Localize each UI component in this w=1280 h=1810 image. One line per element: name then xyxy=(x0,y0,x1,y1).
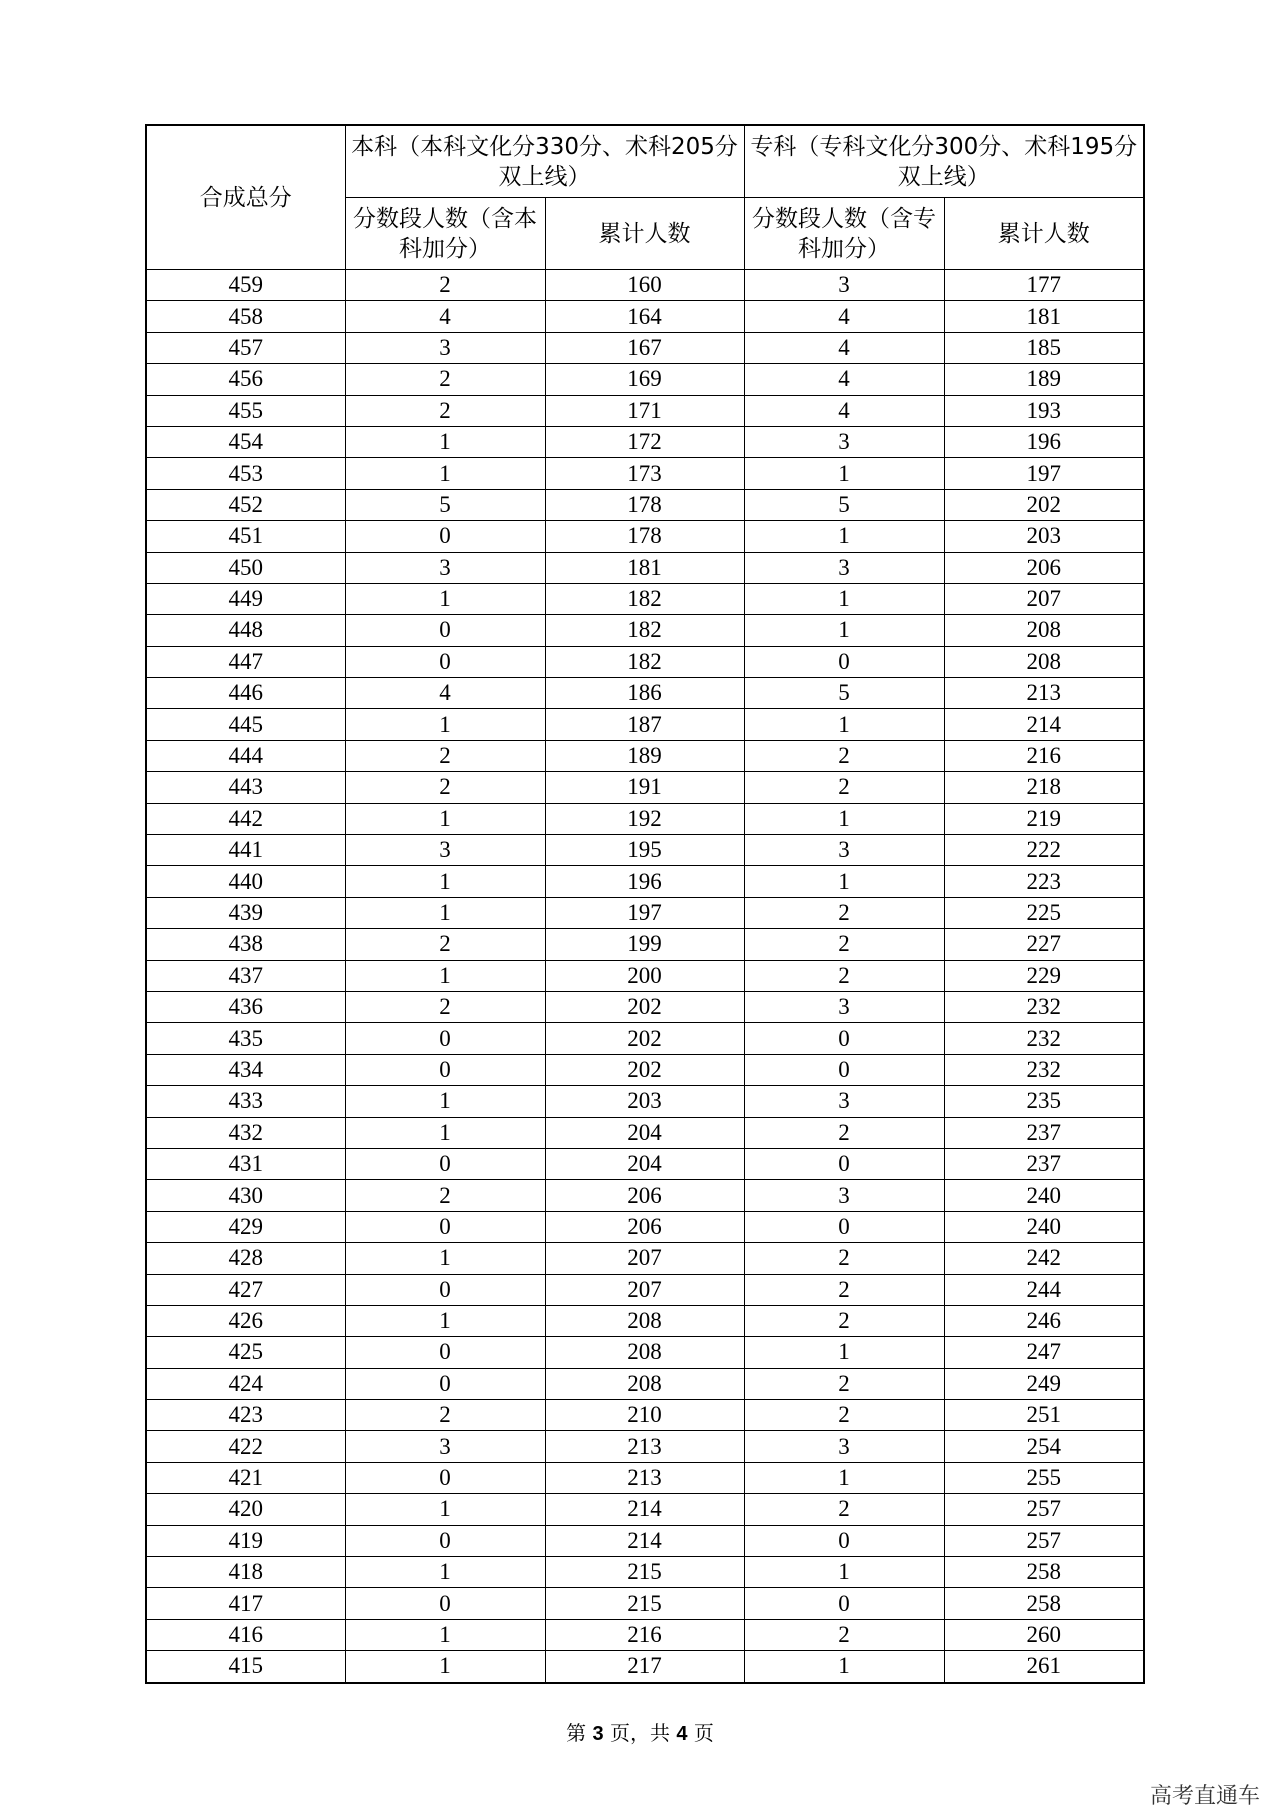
table-row xyxy=(146,678,1144,709)
cell-bachelor-segment: 2 xyxy=(345,929,545,960)
cell-college-segment: 1 xyxy=(744,803,944,834)
cell-college-segment: 0 xyxy=(744,1023,944,1054)
cell-bachelor-segment: 1 xyxy=(345,1557,545,1588)
header-bachelor-group: 本科（本科文化分330分、术科205分双上线） xyxy=(345,125,744,198)
cell-bachelor-cumulative: 200 xyxy=(545,960,744,991)
cell-bachelor-cumulative: 216 xyxy=(545,1619,744,1650)
cell-college-segment: 3 xyxy=(744,270,944,301)
cell-bachelor-segment: 0 xyxy=(345,1211,545,1242)
cell-college-cumulative: 216 xyxy=(944,740,1144,771)
cell-total-score: 458 xyxy=(146,301,345,332)
cell-bachelor-cumulative: 213 xyxy=(545,1462,744,1493)
cell-total-score: 449 xyxy=(146,583,345,614)
cell-bachelor-cumulative: 204 xyxy=(545,1117,744,1148)
table-row xyxy=(146,1117,1144,1148)
cell-college-segment: 0 xyxy=(744,1054,944,1085)
header-row-1 xyxy=(146,125,1144,198)
cell-bachelor-cumulative: 172 xyxy=(545,426,744,457)
header-college-segment: 分数段人数（含专科加分） xyxy=(744,198,944,270)
cell-bachelor-cumulative: 182 xyxy=(545,583,744,614)
table-row xyxy=(146,426,1144,457)
header-total-score: 合成总分 xyxy=(146,125,345,270)
cell-college-cumulative: 232 xyxy=(944,991,1144,1022)
cell-total-score: 435 xyxy=(146,1023,345,1054)
cell-college-cumulative: 208 xyxy=(944,615,1144,646)
cell-bachelor-segment: 0 xyxy=(345,1148,545,1179)
cell-total-score: 453 xyxy=(146,458,345,489)
cell-total-score: 434 xyxy=(146,1054,345,1085)
cell-bachelor-segment: 3 xyxy=(345,835,545,866)
cell-bachelor-cumulative: 160 xyxy=(545,270,744,301)
cell-college-cumulative: 258 xyxy=(944,1588,1144,1619)
cell-college-cumulative: 196 xyxy=(944,426,1144,457)
cell-college-cumulative: 177 xyxy=(944,270,1144,301)
cell-bachelor-segment: 0 xyxy=(345,1525,545,1556)
cell-college-segment: 1 xyxy=(744,1651,944,1683)
cell-college-cumulative: 240 xyxy=(944,1180,1144,1211)
table-row xyxy=(146,1619,1144,1650)
table-body xyxy=(146,270,1144,1683)
cell-college-segment: 4 xyxy=(744,364,944,395)
cell-bachelor-segment: 0 xyxy=(345,646,545,677)
cell-bachelor-cumulative: 215 xyxy=(545,1588,744,1619)
table-row xyxy=(146,1274,1144,1305)
cell-bachelor-segment: 3 xyxy=(345,1431,545,1462)
cell-college-cumulative: 214 xyxy=(944,709,1144,740)
cell-total-score: 418 xyxy=(146,1557,345,1588)
cell-bachelor-cumulative: 196 xyxy=(545,866,744,897)
cell-bachelor-cumulative: 182 xyxy=(545,646,744,677)
cell-college-segment: 1 xyxy=(744,458,944,489)
footer-suffix: 页 xyxy=(693,1721,714,1745)
cell-college-segment: 3 xyxy=(744,1086,944,1117)
cell-bachelor-cumulative: 202 xyxy=(545,1023,744,1054)
cell-college-segment: 1 xyxy=(744,583,944,614)
cell-college-segment: 3 xyxy=(744,835,944,866)
cell-bachelor-segment: 3 xyxy=(345,552,545,583)
table-row xyxy=(146,1431,1144,1462)
table-row xyxy=(146,991,1144,1022)
cell-total-score: 427 xyxy=(146,1274,345,1305)
cell-bachelor-cumulative: 206 xyxy=(545,1180,744,1211)
cell-college-cumulative: 246 xyxy=(944,1305,1144,1336)
cell-college-cumulative: 189 xyxy=(944,364,1144,395)
cell-total-score: 415 xyxy=(146,1651,345,1683)
cell-college-segment: 2 xyxy=(744,772,944,803)
cell-bachelor-segment: 1 xyxy=(345,960,545,991)
cell-college-segment: 1 xyxy=(744,521,944,552)
cell-college-cumulative: 185 xyxy=(944,332,1144,363)
cell-total-score: 454 xyxy=(146,426,345,457)
table-row xyxy=(146,1337,1144,1368)
cell-bachelor-segment: 0 xyxy=(345,1023,545,1054)
table-row xyxy=(146,960,1144,991)
cell-college-segment: 0 xyxy=(744,1211,944,1242)
cell-college-cumulative: 258 xyxy=(944,1557,1144,1588)
cell-college-cumulative: 202 xyxy=(944,489,1144,520)
cell-college-cumulative: 218 xyxy=(944,772,1144,803)
cell-college-segment: 3 xyxy=(744,1180,944,1211)
cell-total-score: 428 xyxy=(146,1243,345,1274)
cell-bachelor-segment: 0 xyxy=(345,521,545,552)
cell-college-cumulative: 208 xyxy=(944,646,1144,677)
cell-bachelor-cumulative: 214 xyxy=(545,1494,744,1525)
cell-bachelor-cumulative: 217 xyxy=(545,1651,744,1683)
cell-bachelor-cumulative: 207 xyxy=(545,1274,744,1305)
cell-bachelor-cumulative: 207 xyxy=(545,1243,744,1274)
cell-college-segment: 1 xyxy=(744,1337,944,1368)
cell-bachelor-segment: 0 xyxy=(345,1368,545,1399)
watermark: 高考直通车 xyxy=(1149,1784,1260,1809)
table-row xyxy=(146,803,1144,834)
cell-bachelor-segment: 2 xyxy=(345,395,545,426)
cell-college-segment: 5 xyxy=(744,678,944,709)
cell-college-cumulative: 222 xyxy=(944,835,1144,866)
cell-college-cumulative: 255 xyxy=(944,1462,1144,1493)
cell-college-cumulative: 257 xyxy=(944,1494,1144,1525)
cell-college-segment: 4 xyxy=(744,301,944,332)
cell-college-cumulative: 244 xyxy=(944,1274,1144,1305)
cell-total-score: 437 xyxy=(146,960,345,991)
cell-total-score: 419 xyxy=(146,1525,345,1556)
cell-college-cumulative: 235 xyxy=(944,1086,1144,1117)
cell-bachelor-cumulative: 187 xyxy=(545,709,744,740)
cell-college-cumulative: 229 xyxy=(944,960,1144,991)
cell-total-score: 426 xyxy=(146,1305,345,1336)
cell-bachelor-segment: 1 xyxy=(345,583,545,614)
table-row xyxy=(146,1023,1144,1054)
table-row xyxy=(146,270,1144,301)
cell-bachelor-segment: 4 xyxy=(345,301,545,332)
cell-college-cumulative: 254 xyxy=(944,1431,1144,1462)
cell-bachelor-cumulative: 214 xyxy=(545,1525,744,1556)
cell-college-segment: 1 xyxy=(744,615,944,646)
table-row xyxy=(146,1305,1144,1336)
table-row xyxy=(146,583,1144,614)
cell-college-segment: 2 xyxy=(744,1243,944,1274)
cell-college-segment: 3 xyxy=(744,1431,944,1462)
table-row xyxy=(146,1086,1144,1117)
cell-bachelor-cumulative: 215 xyxy=(545,1557,744,1588)
cell-bachelor-cumulative: 208 xyxy=(545,1368,744,1399)
cell-bachelor-cumulative: 195 xyxy=(545,835,744,866)
cell-college-cumulative: 260 xyxy=(944,1619,1144,1650)
cell-college-segment: 3 xyxy=(744,991,944,1022)
cell-total-score: 442 xyxy=(146,803,345,834)
cell-total-score: 450 xyxy=(146,552,345,583)
cell-college-cumulative: 197 xyxy=(944,458,1144,489)
table-row xyxy=(146,301,1144,332)
cell-college-segment: 2 xyxy=(744,1400,944,1431)
cell-college-cumulative: 247 xyxy=(944,1337,1144,1368)
page-footer xyxy=(0,1717,1280,1746)
cell-bachelor-segment: 2 xyxy=(345,364,545,395)
cell-bachelor-cumulative: 208 xyxy=(545,1337,744,1368)
cell-bachelor-cumulative: 167 xyxy=(545,332,744,363)
cell-college-segment: 2 xyxy=(744,929,944,960)
footer-page-number: 3 xyxy=(592,1723,604,1745)
table-row xyxy=(146,897,1144,928)
table-row xyxy=(146,740,1144,771)
cell-total-score: 440 xyxy=(146,866,345,897)
cell-college-cumulative: 237 xyxy=(944,1117,1144,1148)
cell-bachelor-segment: 1 xyxy=(345,866,545,897)
cell-college-segment: 2 xyxy=(744,1274,944,1305)
cell-bachelor-cumulative: 182 xyxy=(545,615,744,646)
cell-total-score: 441 xyxy=(146,835,345,866)
header-college-cumulative: 累计人数 xyxy=(944,198,1144,270)
cell-college-segment: 3 xyxy=(744,426,944,457)
cell-total-score: 444 xyxy=(146,740,345,771)
cell-college-cumulative: 251 xyxy=(944,1400,1144,1431)
table-row xyxy=(146,1494,1144,1525)
cell-bachelor-segment: 2 xyxy=(345,740,545,771)
table-row xyxy=(146,489,1144,520)
cell-total-score: 430 xyxy=(146,1180,345,1211)
cell-bachelor-segment: 1 xyxy=(345,1086,545,1117)
cell-college-segment: 2 xyxy=(744,1305,944,1336)
header-bachelor-segment: 分数段人数（含本科加分） xyxy=(345,198,545,270)
cell-bachelor-segment: 1 xyxy=(345,1243,545,1274)
cell-bachelor-cumulative: 199 xyxy=(545,929,744,960)
cell-bachelor-cumulative: 213 xyxy=(545,1431,744,1462)
cell-total-score: 452 xyxy=(146,489,345,520)
cell-college-cumulative: 232 xyxy=(944,1054,1144,1085)
cell-total-score: 416 xyxy=(146,1619,345,1650)
cell-bachelor-segment: 0 xyxy=(345,1462,545,1493)
cell-college-cumulative: 193 xyxy=(944,395,1144,426)
table-row xyxy=(146,1525,1144,1556)
cell-total-score: 459 xyxy=(146,270,345,301)
cell-total-score: 432 xyxy=(146,1117,345,1148)
cell-total-score: 448 xyxy=(146,615,345,646)
cell-total-score: 447 xyxy=(146,646,345,677)
table-row xyxy=(146,709,1144,740)
table-row xyxy=(146,1243,1144,1274)
cell-bachelor-cumulative: 186 xyxy=(545,678,744,709)
cell-bachelor-segment: 1 xyxy=(345,897,545,928)
cell-college-segment: 2 xyxy=(744,1619,944,1650)
cell-bachelor-cumulative: 206 xyxy=(545,1211,744,1242)
cell-college-segment: 0 xyxy=(744,1588,944,1619)
cell-bachelor-segment: 5 xyxy=(345,489,545,520)
cell-college-segment: 4 xyxy=(744,395,944,426)
cell-college-segment: 1 xyxy=(744,1557,944,1588)
cell-college-segment: 0 xyxy=(744,1525,944,1556)
cell-college-cumulative: 181 xyxy=(944,301,1144,332)
cell-total-score: 420 xyxy=(146,1494,345,1525)
cell-college-segment: 2 xyxy=(744,740,944,771)
table-row xyxy=(146,458,1144,489)
cell-college-segment: 2 xyxy=(744,897,944,928)
cell-college-segment: 4 xyxy=(744,332,944,363)
cell-college-segment: 0 xyxy=(744,1148,944,1179)
table-row xyxy=(146,1054,1144,1085)
cell-bachelor-segment: 1 xyxy=(345,1619,545,1650)
table-row xyxy=(146,395,1144,426)
cell-bachelor-cumulative: 197 xyxy=(545,897,744,928)
cell-bachelor-segment: 2 xyxy=(345,1180,545,1211)
cell-college-cumulative: 261 xyxy=(944,1651,1144,1683)
cell-college-segment: 2 xyxy=(744,1368,944,1399)
cell-total-score: 422 xyxy=(146,1431,345,1462)
cell-college-cumulative: 223 xyxy=(944,866,1144,897)
cell-bachelor-segment: 1 xyxy=(345,803,545,834)
cell-bachelor-cumulative: 178 xyxy=(545,521,744,552)
cell-bachelor-cumulative: 191 xyxy=(545,772,744,803)
cell-total-score: 439 xyxy=(146,897,345,928)
table-row xyxy=(146,552,1144,583)
footer-middle: 页，共 xyxy=(610,1721,670,1745)
cell-bachelor-cumulative: 204 xyxy=(545,1148,744,1179)
cell-college-cumulative: 257 xyxy=(944,1525,1144,1556)
header-college-group: 专科（专科文化分300分、术科195分双上线） xyxy=(744,125,1144,198)
cell-college-segment: 1 xyxy=(744,709,944,740)
cell-bachelor-segment: 2 xyxy=(345,1400,545,1431)
cell-bachelor-cumulative: 164 xyxy=(545,301,744,332)
cell-bachelor-cumulative: 202 xyxy=(545,1054,744,1085)
cell-college-cumulative: 227 xyxy=(944,929,1144,960)
cell-college-segment: 5 xyxy=(744,489,944,520)
cell-college-cumulative: 249 xyxy=(944,1368,1144,1399)
table-row xyxy=(146,1462,1144,1493)
cell-college-cumulative: 213 xyxy=(944,678,1144,709)
table-row xyxy=(146,1148,1144,1179)
cell-college-segment: 0 xyxy=(744,646,944,677)
cell-college-segment: 2 xyxy=(744,1494,944,1525)
cell-bachelor-cumulative: 210 xyxy=(545,1400,744,1431)
cell-bachelor-segment: 4 xyxy=(345,678,545,709)
cell-total-score: 443 xyxy=(146,772,345,803)
cell-college-cumulative: 237 xyxy=(944,1148,1144,1179)
cell-college-cumulative: 240 xyxy=(944,1211,1144,1242)
cell-bachelor-segment: 1 xyxy=(345,1117,545,1148)
cell-college-segment: 1 xyxy=(744,866,944,897)
cell-bachelor-segment: 0 xyxy=(345,1054,545,1085)
cell-total-score: 446 xyxy=(146,678,345,709)
cell-college-segment: 2 xyxy=(744,960,944,991)
cell-total-score: 429 xyxy=(146,1211,345,1242)
table-row xyxy=(146,1400,1144,1431)
cell-total-score: 436 xyxy=(146,991,345,1022)
cell-bachelor-cumulative: 202 xyxy=(545,991,744,1022)
cell-bachelor-cumulative: 203 xyxy=(545,1086,744,1117)
score-distribution-table xyxy=(145,124,1145,1684)
cell-college-segment: 2 xyxy=(744,1117,944,1148)
cell-bachelor-segment: 0 xyxy=(345,1588,545,1619)
cell-bachelor-cumulative: 173 xyxy=(545,458,744,489)
cell-bachelor-segment: 0 xyxy=(345,1337,545,1368)
table-row xyxy=(146,646,1144,677)
cell-total-score: 438 xyxy=(146,929,345,960)
table-row xyxy=(146,364,1144,395)
cell-bachelor-cumulative: 189 xyxy=(545,740,744,771)
cell-college-cumulative: 207 xyxy=(944,583,1144,614)
table-row xyxy=(146,521,1144,552)
table-row xyxy=(146,1368,1144,1399)
cell-total-score: 451 xyxy=(146,521,345,552)
cell-total-score: 417 xyxy=(146,1588,345,1619)
table-row xyxy=(146,866,1144,897)
cell-bachelor-segment: 1 xyxy=(345,426,545,457)
cell-total-score: 433 xyxy=(146,1086,345,1117)
cell-bachelor-segment: 0 xyxy=(345,1274,545,1305)
cell-bachelor-cumulative: 171 xyxy=(545,395,744,426)
table-row xyxy=(146,332,1144,363)
cell-college-segment: 3 xyxy=(744,552,944,583)
cell-bachelor-segment: 0 xyxy=(345,615,545,646)
cell-college-cumulative: 225 xyxy=(944,897,1144,928)
table-row xyxy=(146,1557,1144,1588)
cell-bachelor-segment: 1 xyxy=(345,1494,545,1525)
header-bachelor-cumulative: 累计人数 xyxy=(545,198,744,270)
table-row xyxy=(146,835,1144,866)
cell-bachelor-cumulative: 192 xyxy=(545,803,744,834)
cell-college-cumulative: 206 xyxy=(944,552,1144,583)
cell-total-score: 455 xyxy=(146,395,345,426)
cell-total-score: 424 xyxy=(146,1368,345,1399)
cell-college-segment: 1 xyxy=(744,1462,944,1493)
table-row xyxy=(146,1180,1144,1211)
cell-bachelor-cumulative: 178 xyxy=(545,489,744,520)
cell-total-score: 457 xyxy=(146,332,345,363)
cell-total-score: 425 xyxy=(146,1337,345,1368)
cell-bachelor-segment: 1 xyxy=(345,1651,545,1683)
cell-college-cumulative: 219 xyxy=(944,803,1144,834)
cell-total-score: 421 xyxy=(146,1462,345,1493)
cell-bachelor-cumulative: 208 xyxy=(545,1305,744,1336)
cell-bachelor-segment: 1 xyxy=(345,458,545,489)
table-row xyxy=(146,929,1144,960)
cell-bachelor-segment: 2 xyxy=(345,772,545,803)
cell-bachelor-segment: 3 xyxy=(345,332,545,363)
cell-bachelor-segment: 2 xyxy=(345,270,545,301)
table-row xyxy=(146,772,1144,803)
cell-bachelor-segment: 1 xyxy=(345,709,545,740)
cell-college-cumulative: 242 xyxy=(944,1243,1144,1274)
cell-bachelor-segment: 1 xyxy=(345,1305,545,1336)
cell-bachelor-segment: 2 xyxy=(345,991,545,1022)
cell-total-score: 445 xyxy=(146,709,345,740)
table-row xyxy=(146,1211,1144,1242)
table-row xyxy=(146,615,1144,646)
cell-college-cumulative: 232 xyxy=(944,1023,1144,1054)
cell-college-cumulative: 203 xyxy=(944,521,1144,552)
cell-total-score: 431 xyxy=(146,1148,345,1179)
footer-prefix: 第 xyxy=(566,1721,587,1745)
cell-bachelor-cumulative: 169 xyxy=(545,364,744,395)
table-row xyxy=(146,1588,1144,1619)
cell-total-score: 456 xyxy=(146,364,345,395)
cell-total-score: 423 xyxy=(146,1400,345,1431)
table-row xyxy=(146,1651,1144,1683)
cell-bachelor-cumulative: 181 xyxy=(545,552,744,583)
footer-total-pages: 4 xyxy=(676,1723,688,1745)
